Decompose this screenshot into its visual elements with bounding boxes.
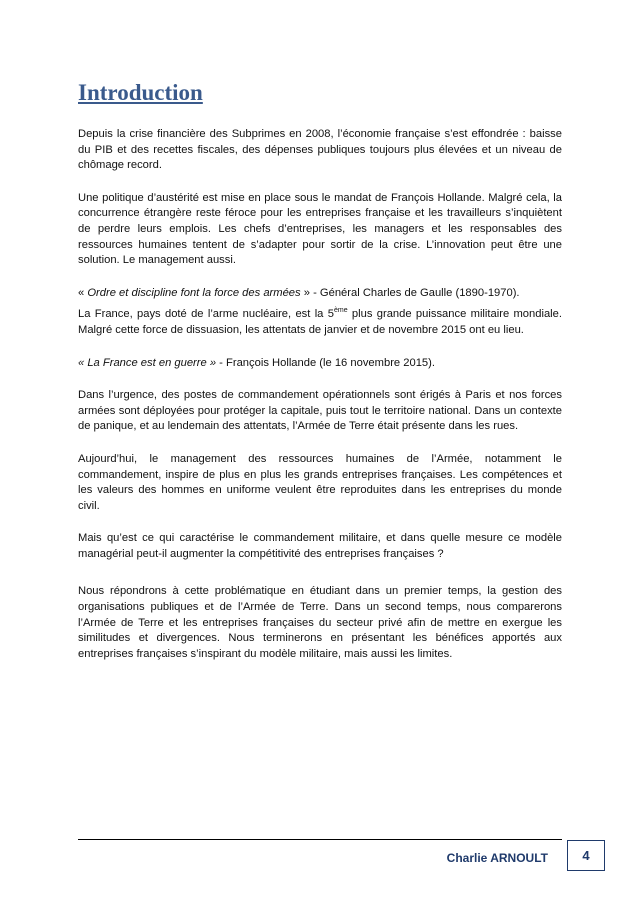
quote-hollande [78, 356, 562, 372]
paragraph-urgency: Dans l’urgence, des postes de commandement opérationnels sont érigés à Paris et nos forces armées sont déployées pour protéger la capitale, puis tout le territoire national. Dans un contexte de panique, et au lendemain des attentats, l’Armée de Terre était présente dans les rues. [78, 389, 562, 433]
quote-de-gaulle [78, 286, 562, 302]
page-title: Introduction [78, 80, 203, 105]
superscript-eme: ème [333, 307, 348, 315]
quote-attribution: » - Général Charles de Gaulle (1890-1970). [300, 286, 520, 299]
paragraph-nuclear-start: La France, pays doté de l’arme nucléaire, est la 5 [78, 308, 334, 321]
quote-open: « [78, 286, 88, 299]
paragraph-today: Aujourd’hui, le management des ressources humaines de l’Armée, notamment le commandement, inspire de plus en plus les grands entreprises françaises. Les compétences et les valeurs des hommes en uniforme veulent être reproduites dans les entreprises du monde civil. [78, 452, 562, 512]
paragraph-crisis: Depuis la crise financière des Subprimes en 2008, l’économie française s’est effondrée : baisse du PIB et des recettes fiscales, des dépenses publiques toujours plus élevées et un niveau de chômage record. [78, 128, 562, 172]
footer-divider [78, 839, 562, 840]
paragraph-plan: Nous répondrons à cette problématique en étudiant dans un premier temps, la gestion des organisations publiques et de l’Armée de Terre. Dans un second temps, nous comparerons l’Armée de Terre et les entreprises françaises du secteur privé afin de mettre en exergue les similitudes et divergences. Nous terminerons en présentant les bénéfices apportés aux entreprises françaises s’inspirant du modèle militaire, mais aussi les limites. [78, 585, 562, 660]
paragraph-nuclear [78, 307, 562, 338]
page-number: 4 [567, 840, 605, 871]
footer-author: Charlie ARNOULT [446, 851, 548, 865]
quote-hollande-attribution: - François Hollande (le 16 novembre 2015). [216, 356, 435, 369]
paragraph-nuclear-end: plus grande puissance militaire mondiale. Malgré cette force de dissuasion, les attentats de janvier et de novembre 2015 ont eu lieu. [78, 308, 562, 336]
document-body [78, 127, 562, 679]
quote-text: Ordre et discipline font la force des armées [87, 286, 301, 299]
paragraph-question: Mais qu’est ce qui caractérise le commandement militaire, et dans quelle mesure ce modèle managérial peut-il augmenter la compétitivité des entreprises françaises ? [78, 532, 562, 560]
paragraph-austerity: Une politique d’austérité est mise en place sous le mandat de François Hollande. Malgré cela, la concurrence étrangère reste féroce pour les entreprises française et les travailleurs s’inquiètent de perdre leurs emplois. Les chefs d’entreprises, les managers et les responsables des ressources humaines tentent de s’adapter pour sortir de la crise. L’innovation peut être une solution. Le management aussi. [78, 191, 562, 267]
quote-hollande-text: « La France est en guerre » [78, 356, 217, 369]
